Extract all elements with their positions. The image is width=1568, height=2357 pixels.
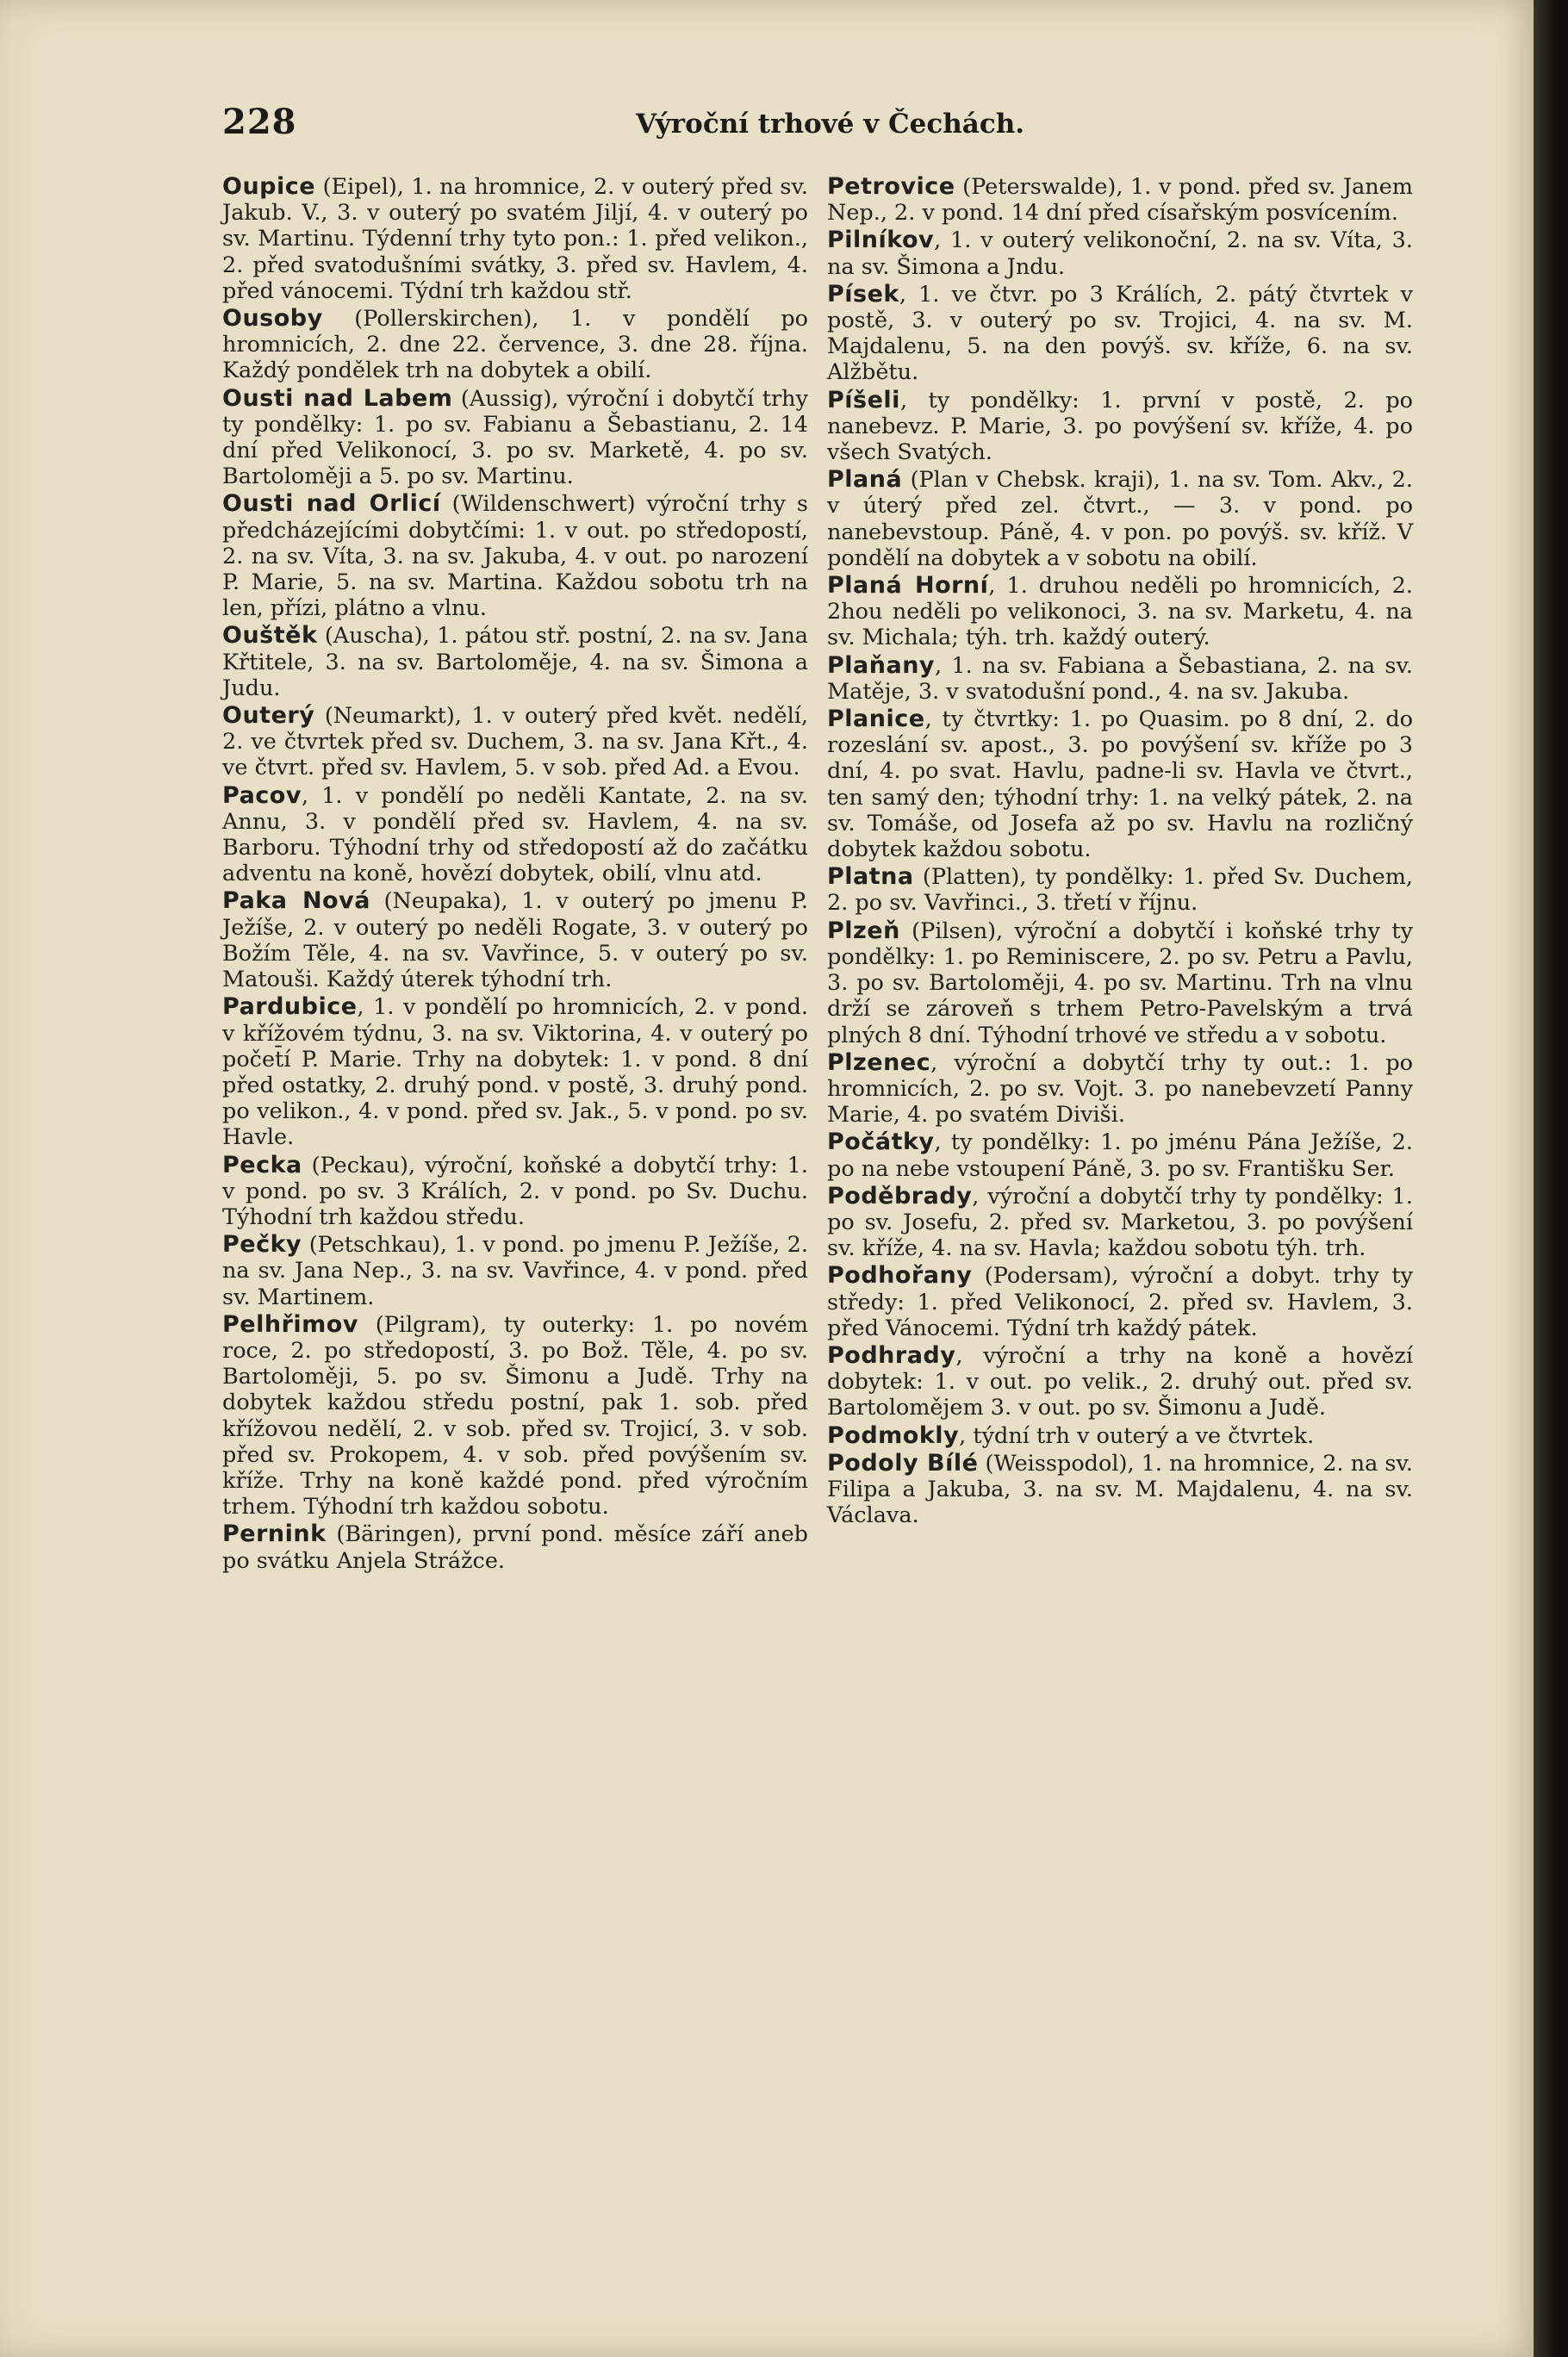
- entry-text: (Platten), ty pondělky: 1. před Sv. Duchem, 2. po sv. Vavřinci., 3. třetí v říjnu.: [827, 864, 1413, 917]
- entry-text: (Pollerskirchen), 1. v pondělí po hromnicích, 2. dne 22. července, 3. dne 28. října. Každý pondělek trh na dobytek a obilí.: [222, 306, 808, 384]
- entry-text: (Peckau), výroční, koňské a dobytčí trhy: 1. v pond. po sv. 3 Králích, 2. v pond. po Sv. Duchu. Týhodní trh každou středu.: [222, 1152, 808, 1230]
- entry-text: , 1. v pondělí po hromnicích, 2. v pond. v křížovém týdnu, 3. na sv. Viktorina, 4. v outerý po počet̄í P. Marie. Trhy na dobytek: 1. v pond. 8 dní před ostatky, 2. druhý pond. v postě, 3. druhý pond. po velikon., 4. v pond. před sv. Jak., 5. v pond. po sv. Havle.: [222, 994, 808, 1151]
- place-name: Ousoby: [222, 305, 323, 333]
- place-name: Píšeli: [827, 386, 900, 414]
- market-entry: [827, 227, 1413, 279]
- book-spine-edge: [1534, 0, 1568, 2357]
- left-column: [222, 174, 808, 1576]
- market-entry: [827, 1451, 1413, 1529]
- entry-text: , výroční a trhy na koně a hovězí dobytek: 1. v out. po velik., 2. druhý out. před sv. Bartolomějem 3. v out. po sv. Šimonu a Judě.: [827, 1342, 1413, 1421]
- place-name: Pernink: [222, 1521, 327, 1548]
- market-entry: [222, 1153, 808, 1231]
- entry-text: (Aussig), výroční i dobytčí trhy ty pondělky: 1. po sv. Fabianu a Šebastianu, 2. 14 dní před Velikonocí, 3. po sv. Marketě, 4. po sv. Bartoloměji a 5. po sv. Martinu.: [222, 385, 808, 490]
- place-name: Petrovice: [827, 173, 955, 200]
- place-name: Pecka: [222, 1151, 302, 1178]
- place-name: Podhrady: [827, 1341, 956, 1369]
- entry-text: (Weisspodol), 1. na hromnice, 2. na sv. Filipa a Jakuba, 3. na sv. M. Majdalenu, 4. na sv. Václava.: [827, 1450, 1413, 1529]
- market-entry: [222, 994, 808, 1150]
- place-name: Ousti nad Orlicí: [222, 490, 441, 518]
- market-entry: [827, 1423, 1413, 1449]
- place-name: Plzenec: [827, 1048, 931, 1076]
- entry-text: (Neumarkt), 1. v outerý před květ. nedělí, 2. ve čtvrtek před sv. Duchem, 3. na sv. Jana Křt., 4. ve čtvrt. před sv. Havlem, 5. v sob. před Ad. a Evou.: [222, 703, 808, 781]
- market-entry: [222, 174, 808, 304]
- place-name: Písek: [827, 280, 899, 308]
- entry-text: (Plan v Chebsk. kraji), 1. na sv. Tom. Akv., 2. v úterý před zel. čtvrt., — 3. v pond. po nanebevstoup. Páně, 4. v pon. po povýš. sv. kříž. V pondělí na dobytek a v sobotu na obilí.: [827, 467, 1413, 571]
- entry-text: , týdní trh v outerý a ve čtvrtek.: [959, 1422, 1315, 1449]
- entry-text: (Podersam), výroční a dobyt. trhy ty středy: 1. před Velikonocí, 2. před sv. Havlem, 3. před Vánocemi. Týdní trh každý pátek.: [827, 1263, 1413, 1341]
- running-title: Výroční trhové v Čechách.: [636, 109, 1025, 140]
- place-name: Ouštěk: [222, 622, 318, 650]
- market-entry: [827, 388, 1413, 466]
- market-entry: [827, 174, 1413, 226]
- market-entry: [827, 706, 1413, 862]
- market-entry: [222, 1521, 808, 1573]
- entry-text: (Pilsen), výroční a dobytčí i koňské trhy ty pondělky: 1. po Reminiscere, 2. po sv. Petru a Pavlu, 3. po sv. Bartoloměji, 4. po sv. Martinu. Trh na vlnu drží se zároveň s trhem Petro-Pavelským a trvá plných 8 dní. Týhodní trhové ve středu a v sobotu.: [827, 917, 1413, 1048]
- place-name: Podoly Bílé: [827, 1449, 979, 1477]
- entry-text: (Auscha), 1. pátou stř. postní, 2. na sv. Jana Křtitele, 3. na sv. Bartoloměje, 4. na sv. Šimona a Judu.: [222, 623, 808, 701]
- market-entry: [827, 1184, 1413, 1262]
- place-name: Platna: [827, 863, 914, 891]
- market-entry: [827, 467, 1413, 571]
- entry-text: , 1. na sv. Fabiana a Šebastiana, 2. na sv. Matěje, 3. v svatodušní pond., 4. na sv. Jakuba.: [827, 652, 1413, 705]
- market-entry: [222, 1312, 808, 1521]
- entry-text: , výroční a dobytčí trhy ty pondělky: 1. po sv. Josefu, 2. před sv. Marketou, 3. po povýšení sv. kříže, 4. na sv. Havla; každou sobotu týh. trh.: [827, 1183, 1413, 1262]
- entry-text: (Bäringen), první pond. měsíce září aneb po svátku Anjela Strážce.: [222, 1521, 808, 1574]
- place-name: Pelhřimov: [222, 1310, 358, 1338]
- market-entry: [222, 703, 808, 781]
- place-name: Podhořany: [827, 1262, 973, 1290]
- page-number: 228: [222, 102, 297, 142]
- market-entry: [827, 1343, 1413, 1421]
- entry-text: (Petschkau), 1. v pond. po jmenu P. Ježíše, 2. na sv. Jana Nep., 3. na sv. Vavřince, 4. v pond. před sv. Martinem.: [222, 1232, 808, 1310]
- market-entry: [827, 653, 1413, 705]
- place-name: Pacov: [222, 781, 302, 809]
- entry-text: , ty čtvrtky: 1. po Quasim. po 8 dní, 2. do rozeslání sv. apost., 3. po povýšení sv. kříže po 3 dní, 4. po svat. Havlu, padne-li sv. Havla ve čtvrt., ten samý den; týhodní trhy: 1. na velký pátek, 2. na sv. Tomáše, od Josefa až po sv. Havlu na rozličný dobytek každou sobotu.: [827, 706, 1413, 863]
- entry-text: , 1. v pondělí po neděli Kantate, 2. na sv. Annu, 3. v pondělí před sv. Havlem, 4. na sv. Barboru. Týhodní trhy od středopostí až do začátku adventu na koně, hovězí dobytek, obilí, vlnu atd.: [222, 782, 808, 887]
- entry-text: , 1. druhou neděli po hromnicích, 2. 2hou neděli po velikonoci, 3. na sv. Marketu, 4. na sv. Michala; týh. trh. každý outerý.: [827, 573, 1413, 651]
- market-entry: [827, 282, 1413, 386]
- market-entry: [827, 1050, 1413, 1129]
- market-entry: [222, 306, 808, 384]
- place-name: Planice: [827, 706, 925, 733]
- entry-text: (Eipel), 1. na hromnice, 2. v outerý před sv. Jakub. V., 3. v outerý po svatém Jiljí, 4. v outerý po sv. Martinu. Týdenní trhy tyto pon.: 1. před velikon., 2. před svatodušními svátky, 3. před sv. Havlem, 4. před vánocemi. Týdní trh každou stř.: [222, 174, 808, 304]
- entry-text: (Neupaka), 1. v outerý po jmenu P. Ježíše, 2. v outerý po neděli Rogate, 3. v outerý po Božím Těle, 4. na sv. Vavřince, 5. v outerý po sv. Matouši. Každý úterek týhodní trh.: [222, 888, 809, 993]
- entry-text: (Pilgram), ty outerky: 1. po novém roce, 2. po středopostí, 3. po Bož. Těle, 4. po sv. Bartoloměji, 5. po sv. Šimonu a Judě. Trhy na dobytek každou středu postní, pak 1. sob. před křížovou nedělí, 2. v sob. před sv. Trojicí, 3. v sob. před sv. Prokopem, 4. v sob. před povýšením sv. kříže. Trhy na koně každé pond. před výročním trhem. Týhodní trh každou sobotu.: [222, 1311, 808, 1521]
- market-entry: [222, 623, 808, 701]
- place-name: Podmokly: [827, 1421, 960, 1449]
- place-name: Pilníkov: [827, 227, 935, 254]
- place-name: Outerý: [222, 702, 315, 730]
- market-entry: [827, 573, 1413, 651]
- market-entry: [222, 888, 808, 992]
- entry-text: , výroční a dobytčí trhy ty out.: 1. po hromnicích, 2. po sv. Vojt. 3. po nanebevzetí Panny Marie, 4. po svatém Diviši.: [827, 1049, 1413, 1129]
- market-entry: [827, 918, 1413, 1048]
- place-name: Plaňany: [827, 651, 936, 679]
- market-entry: [222, 1232, 808, 1310]
- entry-text: , 1. ve čtvr. po 3 Králích, 2. pátý čtvrtek v postě, 3. v outerý po sv. Trojici, 4. na sv. M. Majdalenu, 5. na den povýš. sv. kříže, 6. na sv. Alžbětu.: [827, 281, 1413, 386]
- place-name: Plzeň: [827, 917, 900, 944]
- place-name: Pečky: [222, 1231, 302, 1259]
- entry-text: , ty pondělky: 1. první v postě, 2. po nanebevz. P. Marie, 3. po povýšení sv. kříže, 4. po všech Svatých.: [827, 387, 1413, 466]
- entry-text: , 1. v outerý velikonoční, 2. na sv. Víta, 3. na sv. Šimona a Jndu.: [827, 227, 1413, 280]
- entry-text: , ty pondělky: 1. po jménu Pána Ježíše, 2. po na nebe vstoupení Páně, 3. po sv. Františku Ser.: [827, 1129, 1413, 1182]
- market-entry: [222, 386, 808, 490]
- market-entry: [827, 864, 1413, 916]
- page-header: [222, 102, 1377, 153]
- market-entry: [222, 783, 808, 887]
- entry-text: (Peterswalde), 1. v pond. před sv. Janem Nep., 2. v pond. 14 dní před císařským posvícením.: [827, 174, 1413, 227]
- entry-text: (Wildenschwert) výroční trhy s předcházejícími dobytčími: 1. v out. po středopostí, 2. na sv. Víta, 3. na sv. Jakuba, 4. v out. po narození P. Marie, 5. na sv. Martina. Každou sobotu trh na len, přízi, plátno a vlnu.: [222, 491, 808, 622]
- place-name: Paka Nová: [222, 887, 370, 915]
- market-entry: [827, 1129, 1413, 1181]
- place-name: Počátky: [827, 1129, 935, 1156]
- place-name: Poděbrady: [827, 1182, 973, 1210]
- place-name: Planá: [827, 466, 903, 494]
- place-name: Oupice: [222, 173, 316, 200]
- market-entry: [222, 491, 808, 621]
- market-entry: [827, 1263, 1413, 1341]
- place-name: Planá Horní: [827, 572, 989, 600]
- place-name: Ousti nad Labem: [222, 384, 453, 412]
- place-name: Pardubice: [222, 993, 358, 1021]
- right-column: [827, 174, 1413, 1530]
